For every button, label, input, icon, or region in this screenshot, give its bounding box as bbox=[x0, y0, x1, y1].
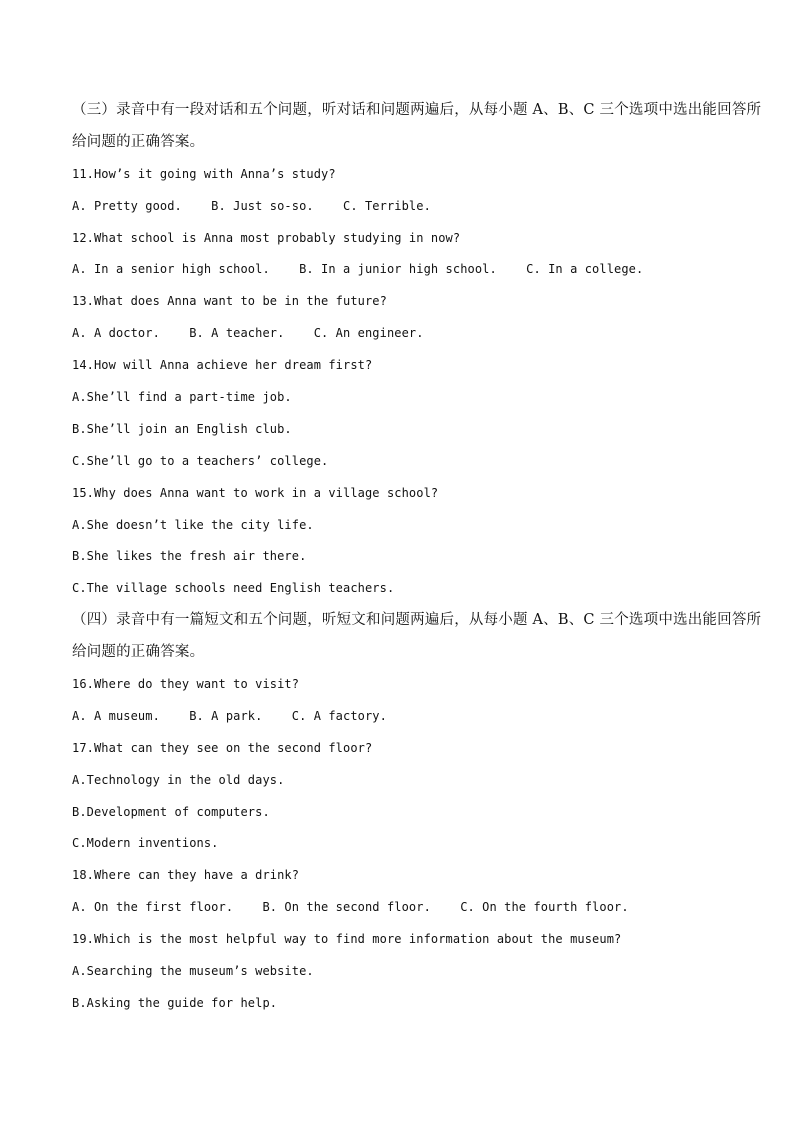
question-14-option-c: C.She’ll go to a teachers’ college. bbox=[72, 453, 329, 468]
question-13: 13.What does Anna want to be in the future? bbox=[72, 294, 387, 309]
question-15-option-c: C.The village schools need English teachers. bbox=[72, 581, 395, 596]
question-15: 15.Why does Anna want to work in a village school? bbox=[72, 485, 439, 500]
question-16: 16.Where do they want to visit? bbox=[72, 677, 300, 692]
question-18: 18.Where can they have a drink? bbox=[72, 868, 300, 883]
question-15-option-b: B.She likes the fresh air there. bbox=[72, 549, 307, 564]
question-19-option-b: B.Asking the guide for help. bbox=[72, 995, 278, 1010]
section-4-instruction: （四）录音中有一篇短文和五个问题，听短文和问题两遍后，从每小题 A、B、C 三个选项中选出能回答所 bbox=[72, 612, 762, 629]
question-12: 12.What school is Anna most probably studying in now? bbox=[72, 230, 461, 245]
question-16-options: A. A museum. B. A park. C. A factory. bbox=[72, 708, 387, 723]
question-13-options: A. A doctor. B. A teacher. C. An engineer. bbox=[72, 326, 424, 341]
question-14-option-b: B.She’ll join an English club. bbox=[72, 421, 292, 436]
question-19: 19.Which is the most helpful way to find more information about the museum? bbox=[72, 932, 622, 947]
question-14: 14.How will Anna achieve her dream first? bbox=[72, 358, 373, 373]
question-18-options: A. On the first floor. B. On the second floor. C. On the fourth floor. bbox=[72, 900, 629, 915]
question-11: 11.How’s it going with Anna’s study? bbox=[72, 166, 336, 181]
question-14-option-a: A.She’ll find a part-time job. bbox=[72, 390, 292, 405]
question-12-options: A. In a senior high school. B. In a junior high school. C. In a college. bbox=[72, 262, 644, 277]
question-15-option-a: A.She doesn’t like the city life. bbox=[72, 517, 314, 532]
question-17: 17.What can they see on the second floor? bbox=[72, 740, 373, 755]
question-17-option-c: C.Modern inventions. bbox=[72, 836, 219, 851]
exam-page bbox=[72, 95, 762, 1020]
question-17-option-a: A.Technology in the old days. bbox=[72, 772, 285, 787]
question-11-options: A. Pretty good. B. Just so-so. C. Terrible. bbox=[72, 198, 431, 213]
section-3-instruction-cont: 给问题的正确答案。 bbox=[72, 133, 205, 150]
question-17-option-b: B.Development of computers. bbox=[72, 804, 270, 819]
question-19-option-a: A.Searching the museum’s website. bbox=[72, 964, 314, 979]
section-3-instruction: （三）录音中有一段对话和五个问题，听对话和问题两遍后，从每小题 A、B、C 三个选项中选出能回答所 bbox=[72, 102, 762, 118]
section-4-instruction-cont: 给问题的正确答案。 bbox=[72, 644, 205, 661]
